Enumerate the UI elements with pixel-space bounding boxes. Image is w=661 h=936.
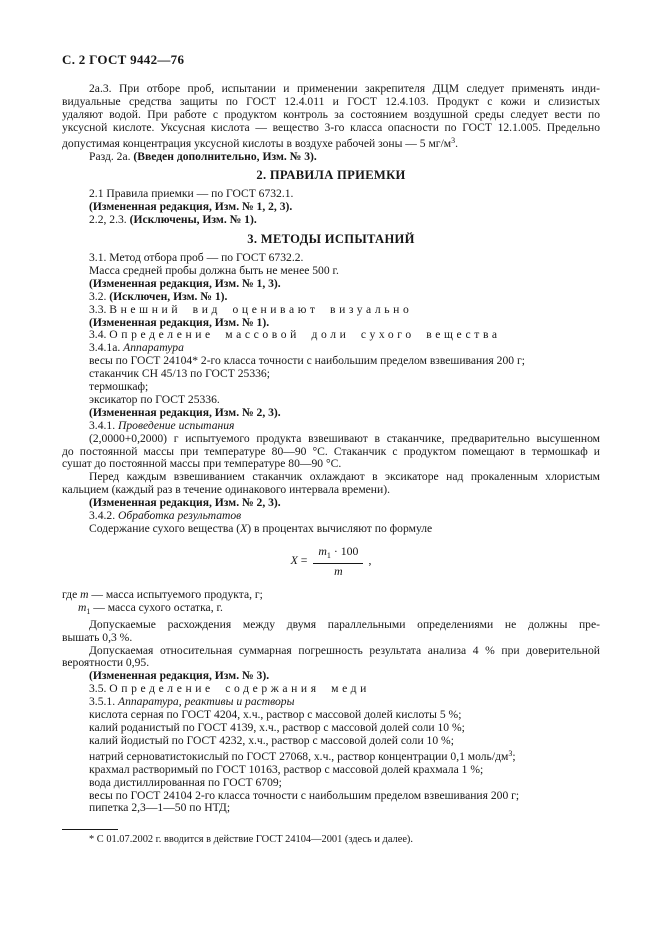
- text-line: [62, 135, 600, 151]
- text-run: (Измененная редакция, Изм. № 3).: [89, 669, 270, 683]
- text-run: Аппаратура, реактивы и растворы: [117, 695, 295, 709]
- subscript: 1: [326, 550, 331, 560]
- fraction: [313, 545, 363, 578]
- equals-sign: =: [300, 553, 308, 568]
- text-run: Аппаратура: [123, 341, 184, 355]
- text-run: натрий серноватистокислый по ГОСТ 27068, х.ч., раствор концентрации 0,1 моль/дм: [89, 749, 509, 763]
- text-run: 2.2, 2.3.: [89, 213, 130, 227]
- text-run: .: [455, 136, 459, 150]
- text-run: кальцием (каждый раз в течение одинакового интервала времени).: [62, 483, 390, 497]
- text-run: (Исключен, Изм. № 1).: [109, 289, 228, 303]
- text-run: (Исключены, Изм. № 1).: [129, 213, 257, 227]
- text-run: стаканчик СН 45/13 по ГОСТ 25336;: [89, 367, 270, 381]
- text-line: [62, 735, 600, 748]
- text-run: уксусной кислоте. Уксусная кислота — вещество 3-го класса опасности по ГОСТ 12.1.005. Предельно: [62, 120, 600, 134]
- text-run: калий йодистый по ГОСТ 4232, х.ч., раствор с массовой долей соли 10 %;: [89, 733, 454, 747]
- text-run: Обработка результатов: [117, 509, 242, 523]
- section-2-heading: [62, 169, 600, 182]
- text-line: [62, 523, 600, 536]
- text-run: кислота серная по ГОСТ 4204, х.ч., раствор с массовой долей кислоты 5 %;: [89, 708, 462, 722]
- text-run: Масса средней пробы должна быть не менее 500 г.: [89, 263, 339, 277]
- text-run: термошкаф;: [89, 380, 149, 394]
- text-run: ) в процентах вычисляют по формуле: [247, 522, 433, 535]
- superscript: 3: [508, 748, 513, 758]
- formula-lhs: X: [290, 553, 298, 568]
- text-run: ;: [512, 749, 516, 763]
- text-run: Допускаемая относительная суммарная погрешность результата анализа 4 % при доверительной: [89, 643, 600, 657]
- text-run: Проведение испытания: [117, 418, 235, 432]
- text-run: сушат до постоянной массы при температуре 80—90 °С.: [62, 457, 342, 471]
- text-run: 3.5.: [89, 682, 110, 696]
- text-run: вода дистиллированная по ГОСТ 6709;: [89, 775, 282, 789]
- text-run: 3. МЕТОДЫ ИСПЫТАНИЙ: [247, 232, 415, 247]
- text-run: (Измененная редакция, Изм. № 1, 2, 3).: [89, 200, 293, 214]
- text-run: X: [240, 522, 248, 535]
- page-header: С. 2 ГОСТ 9442—76: [62, 52, 185, 67]
- text-run: пипетка 2,3—1—50 по НТД;: [89, 801, 231, 815]
- text-run: (Измененная редакция, Изм. № 2, 3).: [89, 496, 281, 510]
- text-run: крахмал растворимый по ГОСТ 10163, раствор с массовой долей крахмала 1 %;: [89, 762, 484, 776]
- text-run: 3.5.1.: [89, 695, 118, 709]
- document-body: [62, 83, 600, 846]
- text-run: 3.4.2.: [89, 509, 118, 523]
- text-line: [62, 214, 600, 227]
- text-run: 3.4.1.: [89, 418, 118, 432]
- text-run: Внешний вид оценивают визуально: [109, 302, 413, 316]
- text-run: Содержание сухого вещества (: [89, 522, 241, 535]
- footnote-rule: [62, 829, 118, 830]
- fraction-denominator: [313, 564, 363, 578]
- text-line: [62, 602, 600, 619]
- text-run: 3.1. Метод отбора проб — по ГОСТ 6732.2.: [89, 250, 304, 264]
- dry-matter-formula: [62, 545, 600, 578]
- text-run: 3.2.: [89, 289, 110, 303]
- text-run: Определение содержания меди: [109, 682, 370, 696]
- text-run: калий роданистый по ГОСТ 4139, х.ч., раствор с массовой долей соли 10 %;: [89, 720, 465, 734]
- text-run: вышать 0,3 %.: [62, 630, 133, 644]
- text-run: 3.4.1а.: [89, 341, 124, 355]
- text-run: весы по ГОСТ 24104* 2-го класса точности с наибольшим пределом взвешивания 200 г;: [89, 354, 525, 368]
- text-run: весы по ГОСТ 24104 2-го класса точности с наибольшим пределом взвешивания 200 г;: [89, 788, 520, 802]
- text-run: m: [318, 543, 327, 558]
- text-run: 2а.3. При отборе проб, испытании и применении закрепителя ДЦМ следует применять инди-: [89, 82, 600, 95]
- subscript: 1: [86, 606, 91, 616]
- text-run: 2.1 Правила приемки — по ГОСТ 6732.1.: [89, 187, 294, 201]
- footnote-text: [62, 834, 600, 846]
- text-run: (Измененная редакция, Изм. № 1, 3).: [89, 276, 281, 290]
- text-run: до постоянной массы при температуре 80—90 °С. Стаканчик с продуктом помещают в термошкаф и: [62, 444, 600, 458]
- text-run: удаляют водой. При работе с продуктом контроль за состоянием воздушной среды следует вести по: [62, 107, 600, 121]
- text-run: Разд. 2а.: [89, 149, 134, 163]
- text-run: эксикатор по ГОСТ 25336.: [89, 392, 220, 406]
- text-run: * С 01.07.2002 г. вводится в действие ГОСТ 24104—2001 (здесь и далее).: [89, 834, 413, 846]
- fraction-numerator: [313, 545, 363, 564]
- text-run: Определение массовой доли сухого вещества: [109, 328, 501, 342]
- superscript: 3: [451, 135, 456, 145]
- text-run: (Измененная редакция, Изм. № 2, 3).: [89, 405, 281, 419]
- text-run: где: [62, 587, 81, 601]
- text-run: · 100: [330, 543, 359, 558]
- text-run: — масса испытуемого продукта, г;: [88, 587, 263, 601]
- text-run: (Введен дополнительно, Изм. № 3).: [133, 149, 317, 163]
- text-run: (2,0000+0,2000) г испытуемого продукта взвешивают в стаканчике, предварительно высушенном: [89, 431, 600, 445]
- text-run: m: [78, 600, 87, 614]
- text-run: видуальные средства защиты по ГОСТ 12.4.011 и ГОСТ 12.4.103. Продукт с кожи и слизистых: [62, 94, 600, 108]
- formula-tail: ,: [368, 553, 372, 568]
- text-run: (Измененная редакция, Изм. № 1).: [89, 315, 270, 329]
- text-run: 3.4.: [89, 328, 110, 342]
- text-line: [62, 619, 600, 632]
- text-run: допустимая концентрация уксусной кислоты в воздухе рабочей зоны — 5 мг/м: [62, 136, 452, 150]
- text-run: — масса сухого остатка, г.: [90, 600, 223, 614]
- section-3-heading: [62, 233, 600, 246]
- text-line: [62, 802, 600, 815]
- text-line: [62, 748, 600, 764]
- document-content: [62, 52, 600, 846]
- text-run: m: [334, 563, 343, 578]
- text-line: [62, 122, 600, 135]
- text-run: m: [80, 587, 89, 601]
- text-run: Допускаемые расхождения между двумя параллельными определениями не должны пре-: [89, 617, 600, 631]
- text-run: Перед каждым взвешиванием стаканчик охлаждают в эксикаторе над прокаленным хлористым: [89, 470, 600, 484]
- text-run: 2. ПРАВИЛА ПРИЕМКИ: [256, 168, 406, 183]
- text-run: 3.3.: [89, 302, 110, 316]
- text-run: вероятности 0,95.: [62, 656, 150, 670]
- text-line: [62, 151, 600, 164]
